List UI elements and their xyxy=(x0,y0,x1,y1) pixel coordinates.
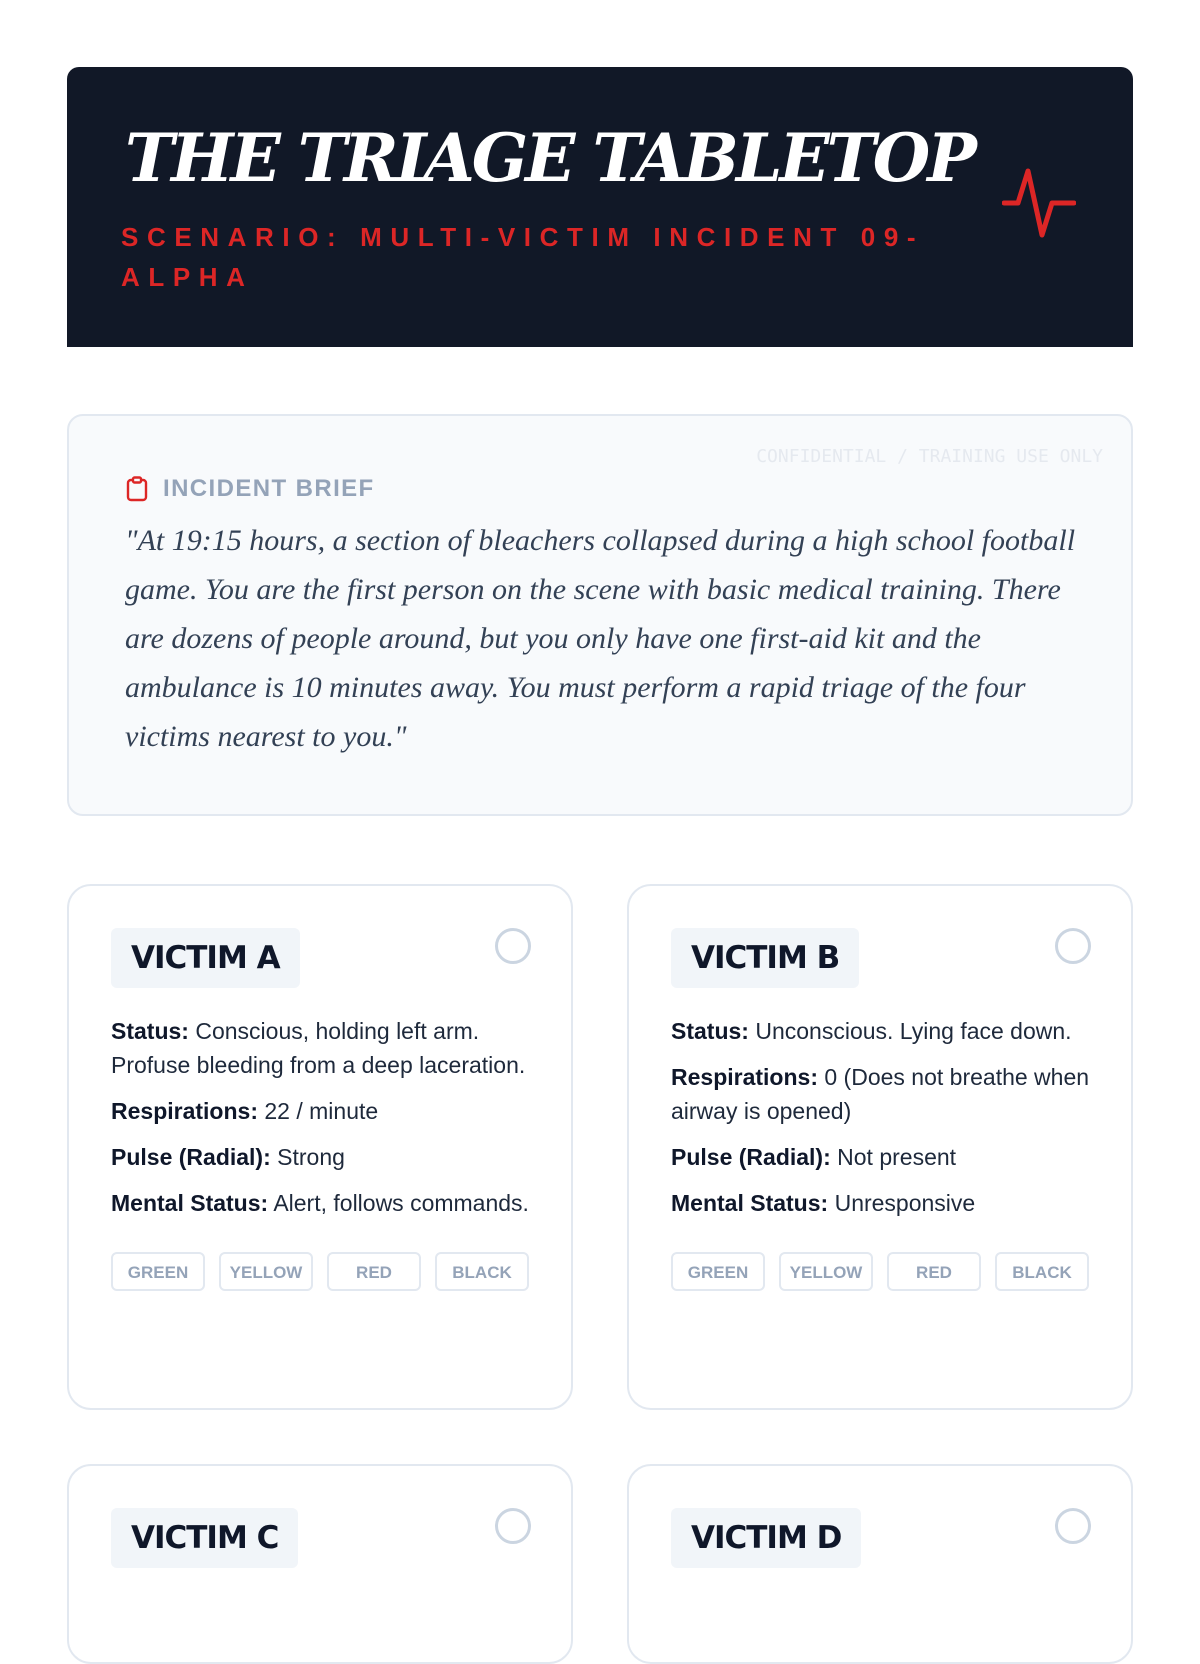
mental-status-label: Mental Status: xyxy=(671,1190,829,1216)
victim-card-d xyxy=(627,1464,1133,1664)
victim-details xyxy=(671,1014,1091,1291)
mental-status-field xyxy=(111,1186,531,1220)
mental-status-value: Unresponsive xyxy=(834,1190,976,1216)
tag-green-button[interactable]: GREEN xyxy=(111,1252,205,1291)
victim-card-c xyxy=(67,1464,573,1664)
status-field xyxy=(671,1014,1091,1048)
tag-black-button[interactable]: BLACK xyxy=(435,1252,529,1291)
victim-title: VICTIM A xyxy=(111,928,300,988)
respirations-field xyxy=(111,1094,531,1128)
pulse-label: Pulse (Radial): xyxy=(671,1144,831,1170)
clipboard-icon xyxy=(125,476,149,502)
mental-status-label: Mental Status: xyxy=(111,1190,269,1216)
status-value: Unconscious. Lying face down. xyxy=(755,1018,1072,1044)
victim-card-b xyxy=(627,884,1133,1410)
incident-brief-panel xyxy=(67,414,1133,816)
victim-select-radio[interactable] xyxy=(1055,928,1091,964)
incident-brief-text: "At 19:15 hours, a section of bleachers collapsed during a high school football game. You are the first person on the scene with basic medical training. There are dozens of people around, but you only have one first-aid kit and the ambulance is 10 minutes away. You must perform a rapid triage of the four victims nearest to you." xyxy=(125,524,1076,753)
victim-select-radio[interactable] xyxy=(495,928,531,964)
status-value: Conscious, holding left arm. Profuse bleeding from a deep laceration. xyxy=(111,1018,526,1078)
status-label: Status: xyxy=(111,1018,189,1044)
victim-select-radio[interactable] xyxy=(495,1508,531,1544)
incident-brief-label: INCIDENT BRIEF xyxy=(163,475,375,502)
victim-details xyxy=(111,1014,531,1291)
victim-title: VICTIM B xyxy=(671,928,859,988)
tag-red-button[interactable]: RED xyxy=(327,1252,421,1291)
scenario-subtitle: SCENARIO: MULTI-VICTIM INCIDENT 09-ALPHA xyxy=(121,222,925,292)
pulse-label: Pulse (Radial): xyxy=(111,1144,271,1170)
victim-card-a xyxy=(67,884,573,1410)
victim-title: VICTIM C xyxy=(111,1508,298,1568)
mental-status-field xyxy=(671,1186,1091,1220)
status-field xyxy=(111,1014,531,1082)
confidential-watermark: CONFIDENTIAL / TRAINING USE ONLY xyxy=(756,446,1103,467)
respirations-value: 0 (Does not breathe when airway is opened) xyxy=(671,1064,1090,1124)
tag-yellow-button[interactable]: YELLOW xyxy=(779,1252,873,1291)
triage-tag-group xyxy=(671,1252,1091,1291)
tag-red-button[interactable]: RED xyxy=(887,1252,981,1291)
respirations-label: Respirations: xyxy=(671,1064,818,1090)
mental-status-value: Alert, follows commands. xyxy=(273,1190,529,1216)
respirations-label: Respirations: xyxy=(111,1098,258,1124)
pulse-field xyxy=(671,1140,1091,1174)
incident-brief-heading xyxy=(125,474,375,504)
tag-black-button[interactable]: BLACK xyxy=(995,1252,1089,1291)
respirations-value: 22 / minute xyxy=(264,1098,379,1124)
victim-title: VICTIM D xyxy=(671,1508,861,1568)
tag-green-button[interactable]: GREEN xyxy=(671,1252,765,1291)
tag-yellow-button[interactable]: YELLOW xyxy=(219,1252,313,1291)
respirations-field xyxy=(671,1060,1091,1128)
victim-select-radio[interactable] xyxy=(1055,1508,1091,1544)
header-banner xyxy=(67,67,1133,347)
pulse-value: Not present xyxy=(837,1144,957,1170)
triage-tag-group xyxy=(111,1252,531,1291)
pulse-icon xyxy=(1002,167,1076,241)
status-label: Status: xyxy=(671,1018,749,1044)
pulse-value: Strong xyxy=(277,1144,345,1170)
pulse-field xyxy=(111,1140,531,1174)
page-title: THE TRIAGE TABLETOP xyxy=(125,119,974,197)
